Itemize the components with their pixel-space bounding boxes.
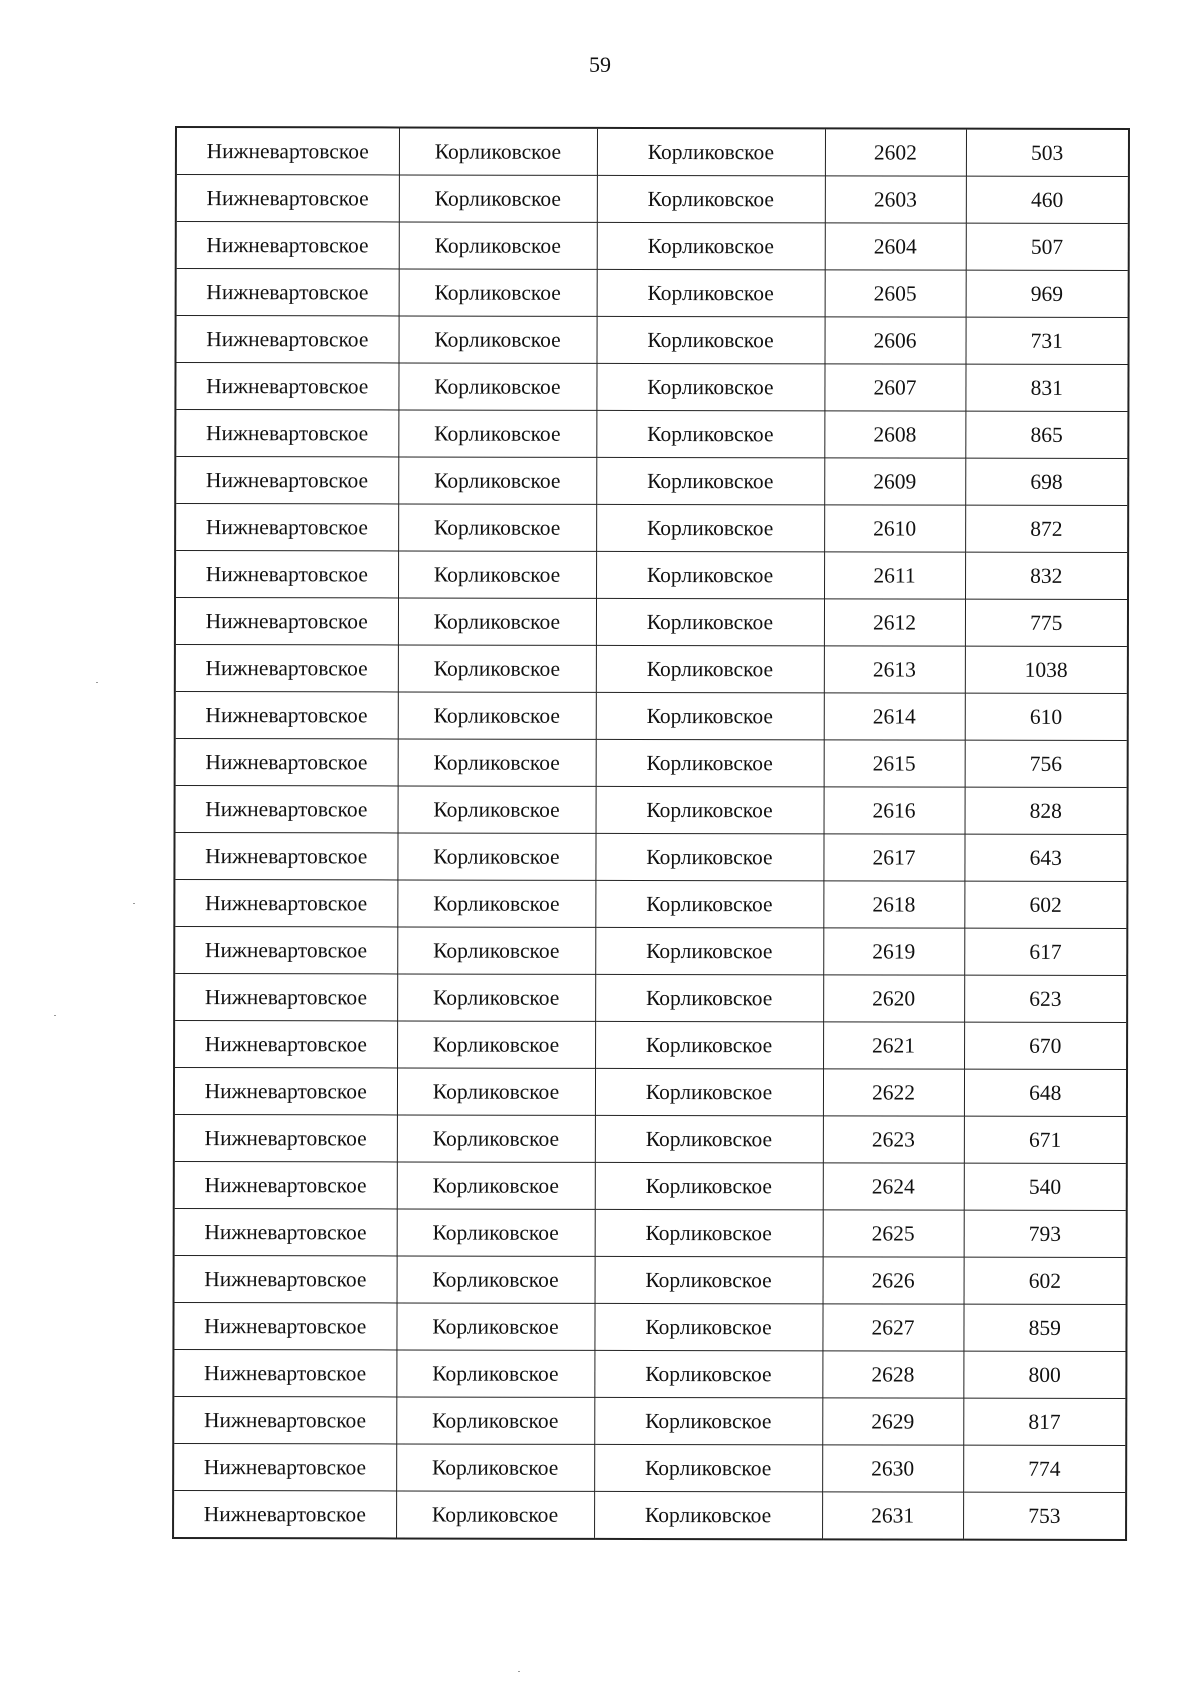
district-cell: Нижневартовское [174, 1068, 397, 1115]
value-cell: 872 [965, 505, 1128, 552]
value-cell: 671 [964, 1116, 1127, 1163]
locality-cell: Корликовское [595, 1115, 823, 1162]
district-cell: Нижневартовское [173, 1349, 396, 1396]
locality-cell: Корликовское [594, 1397, 822, 1444]
scan-speck [96, 682, 98, 683]
table-row [175, 410, 1128, 459]
district-cell: Нижневартовское [175, 504, 398, 551]
settlement-cell: Корликовское [399, 175, 597, 222]
locality-cell: Корликовское [595, 927, 823, 974]
settlement-cell: Корликовское [397, 833, 595, 880]
table-row [174, 1068, 1127, 1117]
settlement-cell: Корликовское [399, 127, 597, 175]
value-cell: 817 [963, 1398, 1126, 1445]
settlement-cell: Корликовское [398, 645, 596, 692]
value-cell: 731 [966, 317, 1129, 364]
table-row [175, 645, 1128, 694]
district-cell: Нижневартовское [174, 1255, 397, 1302]
value-cell: 969 [966, 270, 1129, 317]
number-cell: 2629 [822, 1398, 963, 1445]
page-number: 59 [589, 52, 611, 77]
settlement-cell: Корликовское [399, 316, 597, 363]
table-row [176, 222, 1129, 271]
value-cell: 623 [964, 975, 1127, 1022]
number-cell: 2622 [823, 1069, 964, 1116]
number-cell: 2610 [824, 505, 965, 552]
settlement-cell: Корликовское [397, 1209, 595, 1256]
locality-cell: Корликовское [596, 645, 824, 692]
table-row [173, 1302, 1126, 1351]
value-cell: 643 [964, 834, 1127, 881]
table-row [173, 1443, 1126, 1492]
district-cell: Нижневартовское [173, 1490, 396, 1538]
locality-cell: Корликовское [595, 1068, 823, 1115]
table-body [173, 127, 1129, 1540]
value-cell: 503 [966, 129, 1129, 177]
number-cell: 2609 [824, 458, 965, 505]
value-cell: 828 [965, 787, 1128, 834]
settlement-cell: Корликовское [396, 1397, 594, 1444]
settlement-cell: Корликовское [397, 1256, 595, 1303]
settlement-cell: Корликовское [398, 551, 596, 598]
value-cell: 831 [965, 364, 1128, 411]
locality-cell: Корликовское [595, 974, 823, 1021]
locality-cell: Корликовское [594, 1303, 822, 1350]
table-row [175, 692, 1128, 741]
number-cell: 2607 [824, 364, 965, 411]
district-cell: Нижневартовское [175, 739, 398, 786]
locality-cell: Корликовское [596, 551, 824, 598]
settlement-cell: Корликовское [397, 880, 595, 927]
number-cell: 2626 [823, 1257, 964, 1304]
locality-cell: Корликовское [595, 1209, 823, 1256]
district-cell: Нижневартовское [175, 551, 398, 598]
table-row [176, 269, 1129, 318]
table-row [174, 974, 1127, 1023]
number-cell: 2615 [824, 740, 965, 787]
district-cell: Нижневартовское [175, 363, 398, 410]
district-cell: Нижневартовское [173, 1443, 396, 1490]
table-row [173, 1490, 1126, 1539]
number-cell: 2625 [823, 1210, 964, 1257]
settlement-cell: Корликовское [398, 739, 596, 786]
locality-cell: Корликовское [594, 1491, 822, 1539]
table-row [175, 786, 1128, 835]
settlement-cell: Корликовское [397, 1162, 595, 1209]
number-cell: 2620 [823, 975, 964, 1022]
number-cell: 2611 [824, 552, 965, 599]
value-cell: 460 [966, 176, 1129, 223]
number-cell: 2613 [824, 646, 965, 693]
settlement-cell: Корликовское [397, 927, 595, 974]
locality-cell: Корликовское [595, 1021, 823, 1068]
settlement-cell: Корликовское [397, 1115, 595, 1162]
district-cell: Нижневартовское [174, 1161, 397, 1208]
settlements-table [172, 126, 1130, 1541]
table-row [174, 927, 1127, 976]
district-cell: Нижневартовское [174, 880, 397, 927]
number-cell: 2623 [823, 1116, 964, 1163]
locality-cell: Корликовское [596, 504, 824, 551]
scan-speck [133, 903, 135, 904]
number-cell: 2604 [825, 223, 966, 270]
number-cell: 2628 [822, 1351, 963, 1398]
value-cell: 753 [963, 1492, 1126, 1540]
locality-cell: Корликовское [597, 175, 825, 222]
district-cell: Нижневартовское [176, 175, 399, 222]
number-cell: 2617 [823, 834, 964, 881]
table-row [174, 880, 1127, 929]
table-row [176, 127, 1129, 176]
table-row [175, 504, 1128, 553]
value-cell: 670 [964, 1022, 1127, 1069]
locality-cell: Корликовское [596, 410, 824, 457]
table-row [174, 833, 1127, 882]
table-row [174, 1255, 1127, 1304]
number-cell: 2612 [824, 599, 965, 646]
locality-cell: Корликовское [594, 1444, 822, 1491]
value-cell: 800 [963, 1351, 1126, 1398]
settlement-cell: Корликовское [398, 692, 596, 739]
locality-cell: Корликовское [595, 1256, 823, 1303]
district-cell: Нижневартовское [176, 222, 399, 269]
district-cell: Нижневартовское [174, 1114, 397, 1161]
number-cell: 2627 [822, 1304, 963, 1351]
table-row [175, 739, 1128, 788]
locality-cell: Корликовское [596, 457, 824, 504]
number-cell: 2619 [823, 928, 964, 975]
value-cell: 540 [964, 1163, 1127, 1210]
value-cell: 756 [965, 740, 1128, 787]
table-row [176, 175, 1129, 224]
district-cell: Нижневартовское [176, 127, 399, 175]
value-cell: 610 [965, 693, 1128, 740]
settlement-cell: Корликовское [396, 1303, 594, 1350]
locality-cell: Корликовское [594, 1350, 822, 1397]
number-cell: 2631 [822, 1492, 963, 1540]
value-cell: 617 [964, 928, 1127, 975]
locality-cell: Корликовское [597, 269, 825, 316]
value-cell: 698 [965, 458, 1128, 505]
locality-cell: Корликовское [596, 598, 824, 645]
table-row [174, 1114, 1127, 1163]
table-row [173, 1396, 1126, 1445]
locality-cell: Корликовское [597, 316, 825, 363]
district-cell: Нижневартовское [174, 974, 397, 1021]
scan-speck [54, 1015, 56, 1016]
value-cell: 602 [964, 1257, 1127, 1304]
locality-cell: Корликовское [597, 128, 825, 176]
locality-cell: Корликовское [597, 222, 825, 269]
settlement-cell: Корликовское [398, 363, 596, 410]
district-cell: Нижневартовское [176, 316, 399, 363]
settlement-cell: Корликовское [398, 598, 596, 645]
number-cell: 2624 [823, 1163, 964, 1210]
table-row [173, 1349, 1126, 1398]
locality-cell: Корликовское [595, 833, 823, 880]
table-row [175, 551, 1128, 600]
settlement-cell: Корликовское [397, 974, 595, 1021]
table-row [176, 316, 1129, 365]
value-cell: 775 [965, 599, 1128, 646]
settlement-cell: Корликовское [397, 1021, 595, 1068]
locality-cell: Корликовское [595, 1162, 823, 1209]
district-cell: Нижневартовское [175, 457, 398, 504]
district-cell: Нижневартовское [174, 833, 397, 880]
district-cell: Нижневартовское [174, 927, 397, 974]
district-cell: Нижневартовское [175, 645, 398, 692]
value-cell: 832 [965, 552, 1128, 599]
table-row [175, 457, 1128, 506]
district-cell: Нижневартовское [175, 410, 398, 457]
settlement-cell: Корликовское [398, 786, 596, 833]
number-cell: 2616 [824, 787, 965, 834]
value-cell: 865 [965, 411, 1128, 458]
settlement-cell: Корликовское [397, 1068, 595, 1115]
district-cell: Нижневартовское [175, 786, 398, 833]
table-row [175, 598, 1128, 647]
number-cell: 2602 [825, 128, 966, 176]
district-cell: Нижневартовское [175, 692, 398, 739]
number-cell: 2608 [824, 411, 965, 458]
locality-cell: Корликовское [596, 363, 824, 410]
settlement-cell: Корликовское [396, 1491, 594, 1539]
district-cell: Нижневартовское [176, 269, 399, 316]
table-row [175, 363, 1128, 412]
settlement-cell: Корликовское [399, 269, 597, 316]
table-row [174, 1208, 1127, 1257]
settlement-cell: Корликовское [396, 1350, 594, 1397]
district-cell: Нижневартовское [173, 1302, 396, 1349]
scan-speck [518, 1671, 520, 1672]
settlement-cell: Корликовское [398, 504, 596, 551]
value-cell: 648 [964, 1069, 1127, 1116]
table-row [174, 1161, 1127, 1210]
number-cell: 2630 [822, 1445, 963, 1492]
locality-cell: Корликовское [596, 692, 824, 739]
value-cell: 1038 [965, 646, 1128, 693]
settlement-cell: Корликовское [396, 1444, 594, 1491]
number-cell: 2606 [825, 317, 966, 364]
value-cell: 859 [963, 1304, 1126, 1351]
number-cell: 2621 [823, 1022, 964, 1069]
district-cell: Нижневартовское [174, 1021, 397, 1068]
district-cell: Нижневартовское [175, 598, 398, 645]
settlement-cell: Корликовское [399, 222, 597, 269]
number-cell: 2603 [825, 176, 966, 223]
value-cell: 602 [964, 881, 1127, 928]
district-cell: Нижневартовское [174, 1208, 397, 1255]
value-cell: 507 [966, 223, 1129, 270]
locality-cell: Корликовское [596, 739, 824, 786]
locality-cell: Корликовское [596, 786, 824, 833]
number-cell: 2605 [825, 270, 966, 317]
district-cell: Нижневартовское [173, 1396, 396, 1443]
settlement-cell: Корликовское [398, 457, 596, 504]
value-cell: 774 [963, 1445, 1126, 1492]
number-cell: 2614 [824, 693, 965, 740]
table-row [174, 1021, 1127, 1070]
value-cell: 793 [964, 1210, 1127, 1257]
number-cell: 2618 [823, 881, 964, 928]
locality-cell: Корликовское [595, 880, 823, 927]
settlement-cell: Корликовское [398, 410, 596, 457]
